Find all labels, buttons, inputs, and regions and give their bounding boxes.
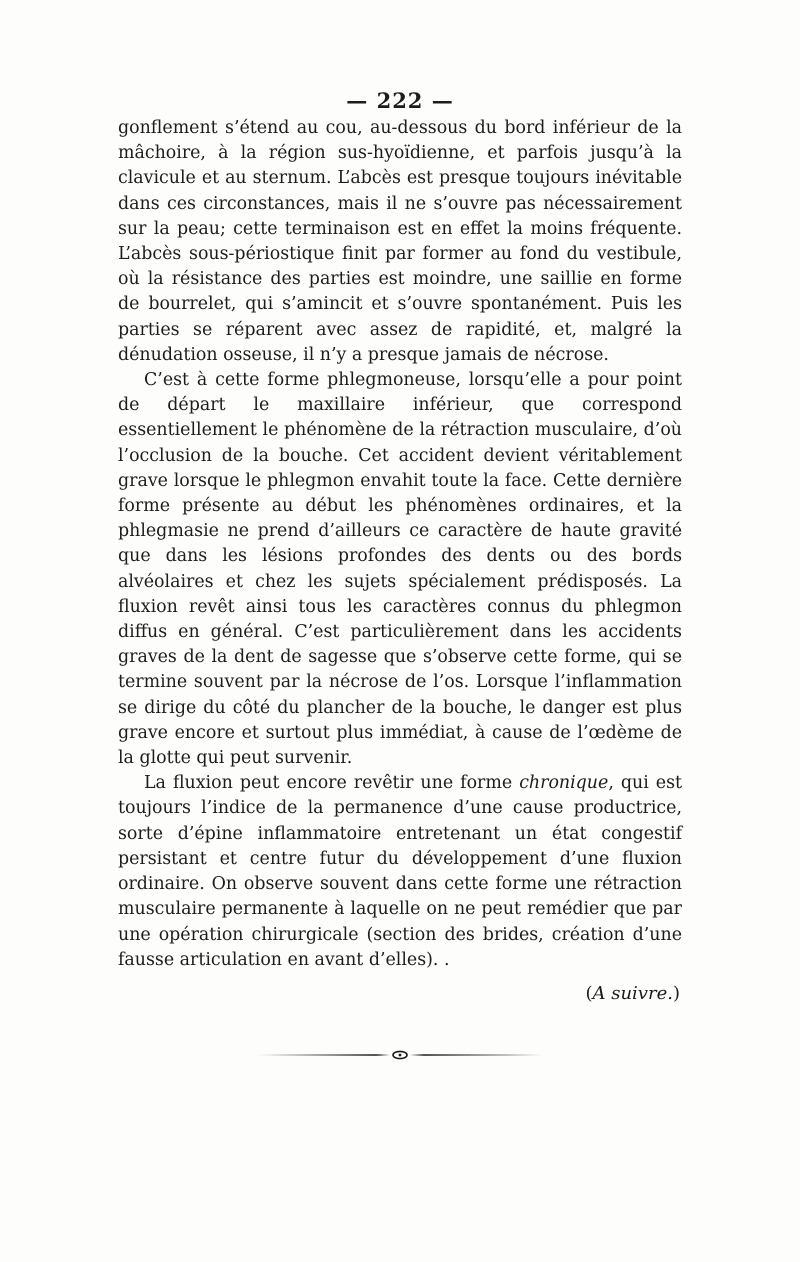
- paragraph-chronique-start: La fluxion peut encore revêtir une forme: [144, 773, 520, 794]
- continuation-label: A suivre.: [592, 983, 673, 1004]
- rule-center-dot: [399, 1054, 402, 1057]
- rule-ornament-svg: [258, 1049, 542, 1061]
- rule-left: [258, 1054, 390, 1056]
- continuation-close: ): [672, 983, 680, 1004]
- body-text: [118, 116, 682, 973]
- page-number: — 222 —: [346, 88, 454, 113]
- rule-ornament-icon: [258, 1049, 542, 1061]
- paragraph-continued: gonflement s’étend au cou, au-dessous du bord inférieur de la mâchoire, à la région sus-hyoïdienne, et parfois jusqu’à la clavicule et au sternum. L’abcès est presque toujours inévitable dans ces circonstances, mais il ne s’ouvre pas nécessairement sur la peau; cette terminaison est en effet la moins fréquente. L’abcès sous-périostique finit par former au fond du vestibule, où la résistance des parties est moindre, une saillie en forme de bourrelet, qui s’amincit et s’ouvre spontanément. Puis les parties se réparent avec assez de rapidité, et, malgré la dénudation osseuse, il n’y a presque jamais de nécrose.: [118, 118, 682, 365]
- rule-right: [410, 1054, 542, 1056]
- emphasis-chronique: chronique: [519, 773, 609, 794]
- paragraph-phlegmoneuse: C’est à cette forme phlegmoneuse, lorsqu’elle a pour point de départ le maxillaire inférieur, que correspond essentiellement le phénomène de la rétraction musculaire, d’où l’occlusion de la bouche. Cet accident devient véritablement grave lorsque le phlegmon envahit toute la face. Cette dernière forme présente au début les phénomènes ordinaires, et la phlegmasie ne prend d’ailleurs ce caractère de haute gravité que dans les lésions profondes des dents ou des bords alvéolaires et chez les sujets spécialement prédisposés. La fluxion revêt ainsi tous les caractères connus du phlegmon diffus en général. C’est particulièrement dans les accidents graves de la dent de sagesse que s’observe cette forme, qui se termine souvent par la nécrose de l’os. Lorsque l’inflammation se dirige du côté du plancher de la bouche, le danger est plus grave encore et surtout plus immédiat, à cause de l’œdème de la glotte qui peut survenir.: [118, 370, 682, 769]
- continuation-open: (: [585, 983, 593, 1004]
- to-be-continued: [520, 983, 680, 1004]
- paragraph-chronique-end: , qui est toujours l’indice de la permanence d’une cause productrice, sorte d’épine inflammatoire entretenant un état congestif persistant et centre futur du développement d’une fluxion ordinaire. On observe souvent dans cette forme une rétraction musculaire permanente à laquelle on ne peut remédier que par une opération chirurgicale (section des brides, création d’une fausse articulation en avant d’elles). .: [118, 773, 683, 970]
- paragraph-chronique: [118, 771, 682, 973]
